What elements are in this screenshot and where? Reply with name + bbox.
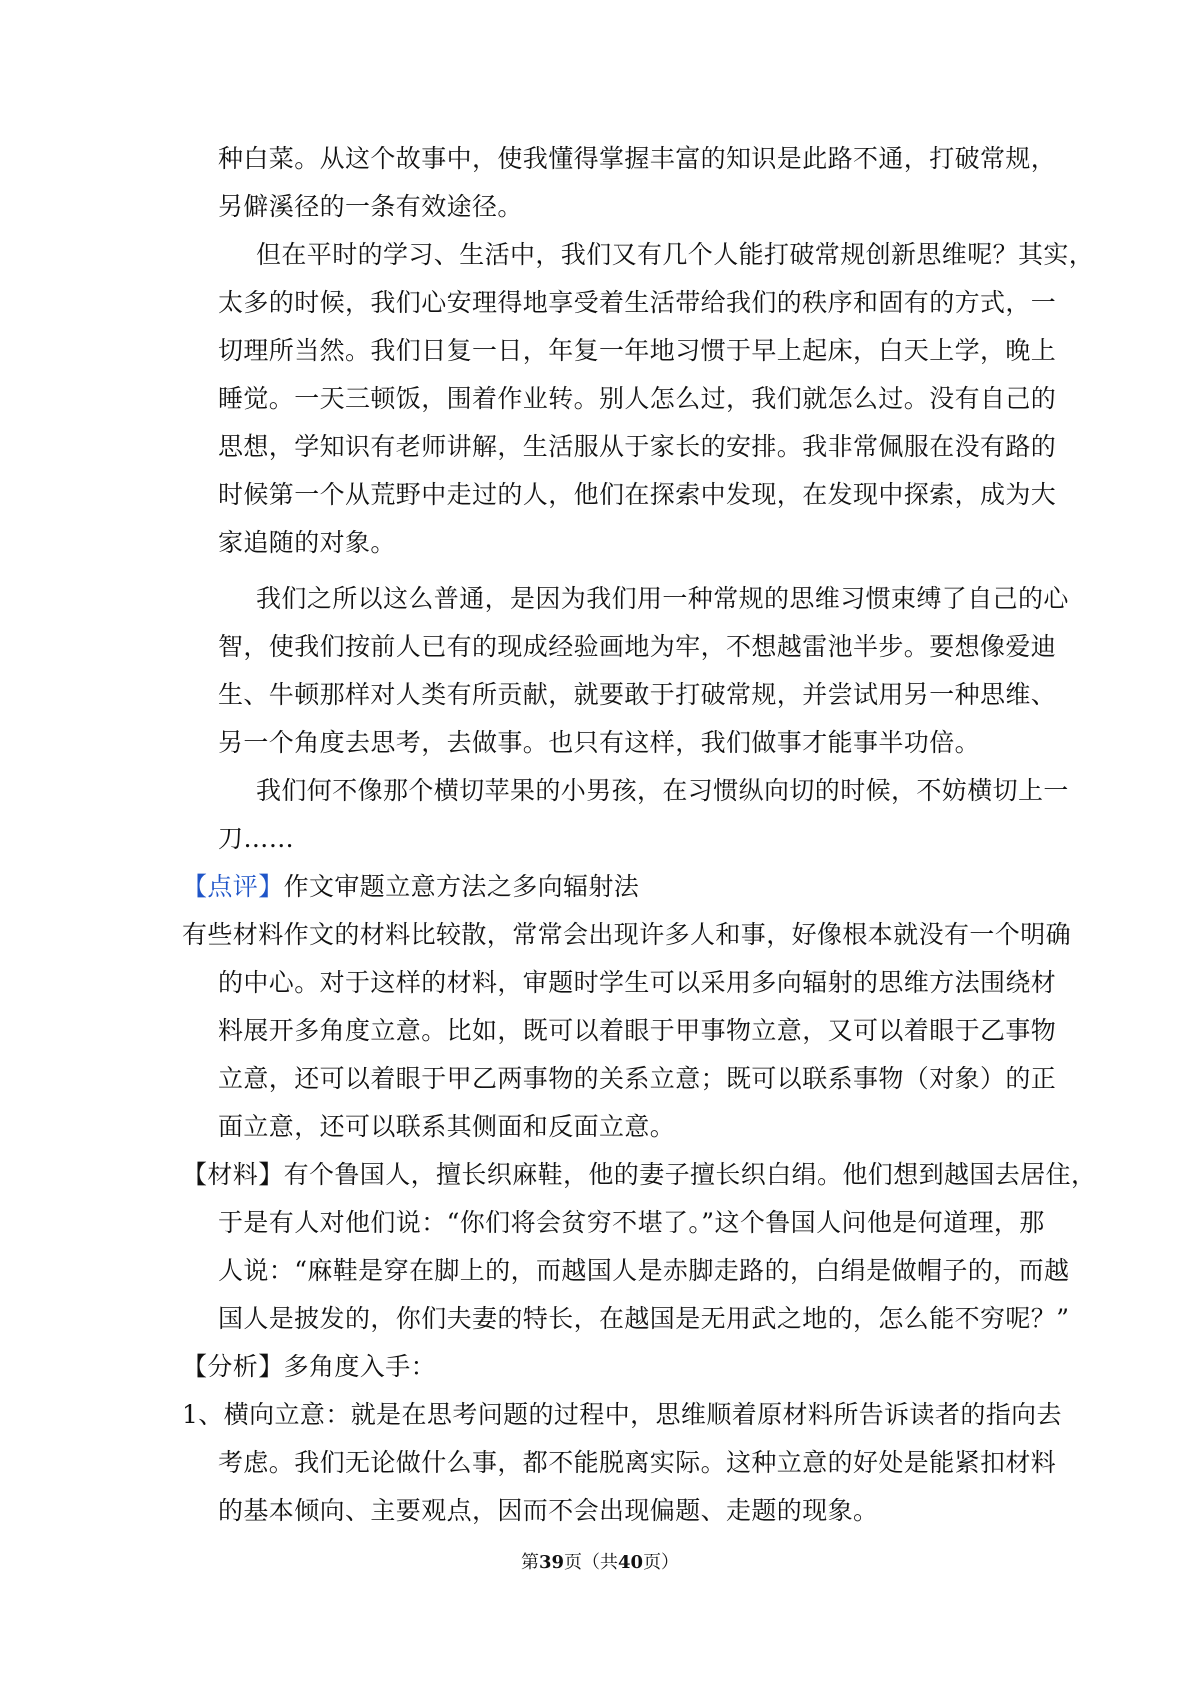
paragraph-line: 思想，学知识有老师讲解，生活服从于家长的安排。我非常佩服在没有路的 xyxy=(218,432,1057,461)
footer-middle: 页（共 xyxy=(564,1552,618,1573)
review-line: 面立意，还可以联系其侧面和反面立意。 xyxy=(218,1112,676,1141)
paragraph-line: 睡觉。一天三顿饭，围着作业转。别人怎么过，我们就怎么过。没有自己的 xyxy=(218,384,1057,413)
material-line: 于是有人对他们说：“你们将会贫穷不堪了。”这个鲁国人问他是何道理，那 xyxy=(218,1208,1045,1237)
paragraph-line: 另一个角度去思考，去做事。也只有这样，我们做事才能事半功倍。 xyxy=(218,728,981,757)
paragraph-line: 我们之所以这么普通，是因为我们用一种常规的思维习惯束缚了自己的心 xyxy=(256,584,1069,613)
paragraph-line: 家追随的对象。 xyxy=(218,528,396,557)
point-line: 的基本倾向、主要观点，因而不会出现偏题、走题的现象。 xyxy=(218,1496,879,1525)
footer-page-number: 39 xyxy=(538,1552,564,1573)
point-number: 1、 xyxy=(182,1400,224,1429)
material-line: 人说：“麻鞋是穿在脚上的，而越国人是赤脚走路的，白绢是做帽子的，而越 xyxy=(218,1256,1070,1285)
footer-prefix: 第 xyxy=(520,1552,539,1573)
point-line: 考虑。我们无论做什么事，都不能脱离实际。这种立意的好处是能紧扣材料 xyxy=(218,1448,1057,1477)
material-text: 有个鲁国人，擅长织麻鞋，他的妻子擅长织白绢。他们想到越国去居住， xyxy=(283,1160,1097,1189)
paragraph-line: 生、牛顿那样对人类有所贡献，就要敢于打破常规，并尝试用另一种思维、 xyxy=(218,680,1057,709)
material-line xyxy=(182,1160,1096,1190)
material-tag: 【材料】 xyxy=(182,1160,284,1189)
page-footer xyxy=(0,1552,1200,1574)
paragraph-line: 智，使我们按前人已有的现成经验画地为牢，不想越雷池半步。要想像爱迪 xyxy=(218,632,1057,661)
paragraph-line: 但在平时的学习、生活中，我们又有几个人能打破常规创新思维呢？其实， xyxy=(256,240,1095,269)
paragraph-line: 种白菜。从这个故事中，使我懂得掌握丰富的知识是此路不通，打破常规， xyxy=(218,144,1057,173)
review-line: 料展开多角度立意。比如，既可以着眼于甲事物立意，又可以着眼于乙事物 xyxy=(218,1016,1057,1045)
footer-suffix: 页） xyxy=(643,1552,680,1573)
review-heading-text: 作文审题立意方法之多向辐射法 xyxy=(283,872,640,901)
paragraph-line: 刀…… xyxy=(218,824,295,853)
analysis-tag: 【分析】 xyxy=(182,1352,284,1381)
paragraph-line: 另僻溪径的一条有效途径。 xyxy=(218,192,523,221)
point-line xyxy=(182,1400,1062,1430)
analysis-heading-text: 多角度入手： xyxy=(283,1352,437,1381)
paragraph-line: 切理所当然。我们日复一日，年复一年地习惯于早上起床，白天上学，晚上 xyxy=(218,336,1057,365)
review-line: 有些材料作文的材料比较散，常常会出现许多人和事，好像根本就没有一个明确 xyxy=(182,920,1072,949)
analysis-heading xyxy=(182,1352,436,1382)
material-line: 国人是披发的，你们夫妻的特长，在越国是无用武之地的，怎么能不穷呢？” xyxy=(218,1304,1070,1333)
paragraph-line: 太多的时候，我们心安理得地享受着生活带给我们的秩序和固有的方式，一 xyxy=(218,288,1057,317)
paragraph-line: 时候第一个从荒野中走过的人，他们在探索中发现，在发现中探索，成为大 xyxy=(218,480,1057,509)
paragraph-line: 我们何不像那个横切苹果的小男孩，在习惯纵向切的时候，不妨横切上一 xyxy=(256,776,1069,805)
review-line: 立意，还可以着眼于甲乙两事物的关系立意；既可以联系事物（对象）的正 xyxy=(218,1064,1057,1093)
review-tag: 【点评】 xyxy=(182,872,284,901)
review-heading xyxy=(182,872,639,902)
footer-total-pages: 40 xyxy=(618,1552,644,1573)
point-text: 横向立意：就是在思考问题的过程中，思维顺着原材料所告诉读者的指向去 xyxy=(223,1400,1062,1429)
review-line: 的中心。对于这样的材料，审题时学生可以采用多向辐射的思维方法围绕材 xyxy=(218,968,1057,997)
